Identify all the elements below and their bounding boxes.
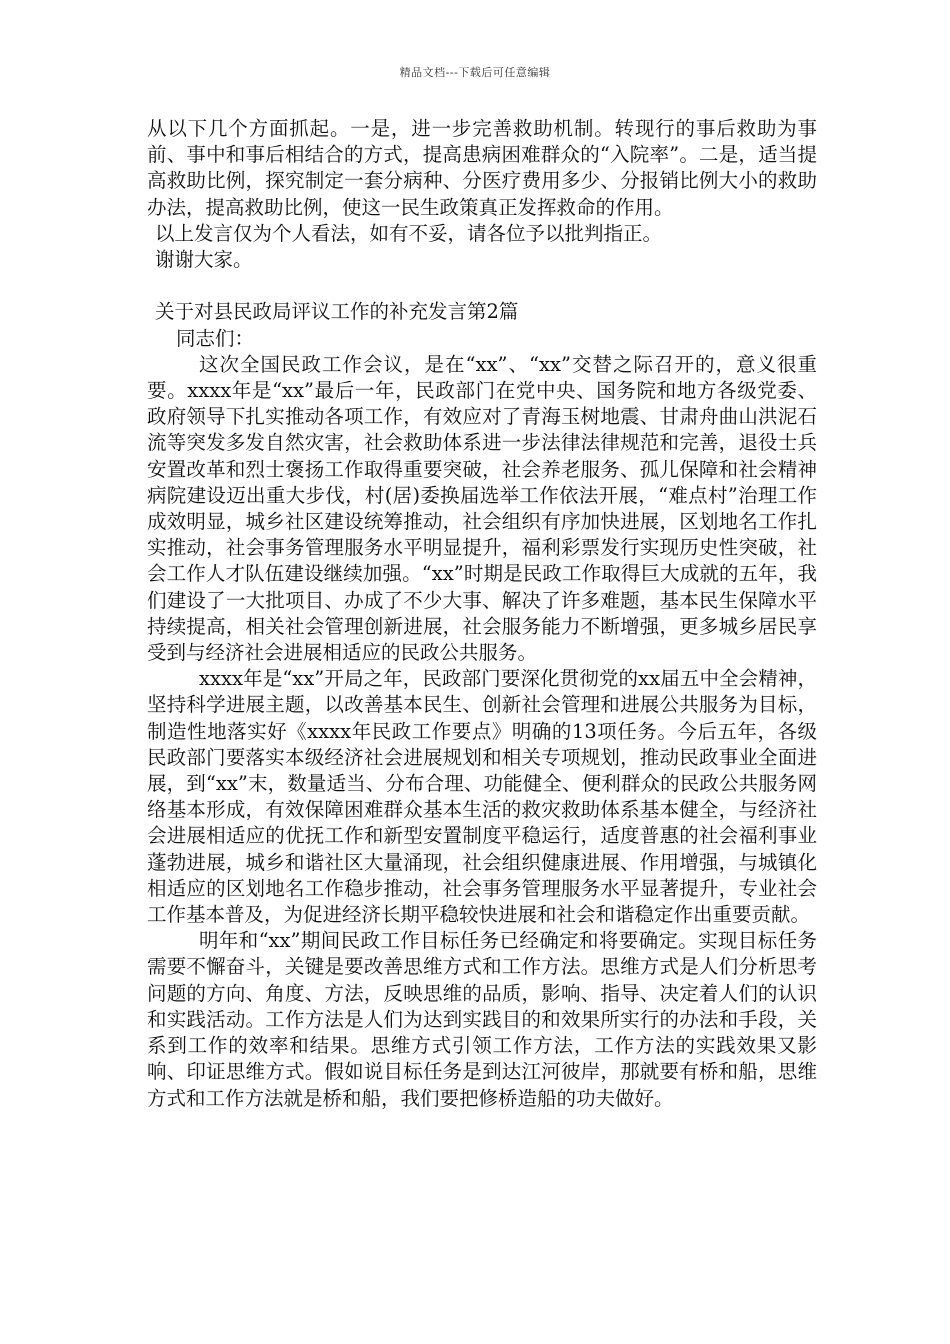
paragraph-thanks: 谢谢大家。 (155, 248, 253, 272)
document-body (147, 116, 817, 1112)
paragraph-3: 明年和“xx”期间民政工作目标任务已经确定和将要确定。实现目标任务需要不懈奋斗，关键是要改善思维方式和工作方法。思维方式是人们分析思考问题的方向、角度、方法，反映思维的品质，影响、指导、决定着人们的认识和实践活动。工作方法是人们为达到实践目的和效果所实行的办法和手段，关系到工作的效率和结果。思维方式引领工作方法，工作方法的实践效果又影响、印证思维方式。假如说目标任务是到达江河彼岸，那就要有桥和船，思维方式和工作方法就是桥和船，我们要把修桥造船的功夫做好。 (147, 929, 817, 1110)
section-title: 关于对县民政局评议工作的补充发言第2篇 (155, 300, 519, 324)
greeting: 同志们： (176, 326, 255, 350)
page-header: 精品文档---下载后可任意编辑 (399, 66, 551, 79)
paragraph-closing-remark: 以上发言仅为个人看法，如有不妥，请各位予以批判指正。 (155, 221, 663, 245)
paragraph-continued: 从以下几个方面抓起。一是，进一步完善救助机制。转现行的事后救助为事前、事中和事后相结合的方式，提高患病困难群众的“入院率”。二是，适当提高救助比例，探究制定一套分病种、分医疗费用多少、分报销比例大小的救助办法，提高救助比例，使这一民生政策真正发挥救命的作用。 (147, 117, 817, 219)
paragraph-2: xxxx年是“xx”开局之年，民政部门要深化贯彻党的xx届五中全会精神，坚持科学进展主题，以改善基本民生、创新社会管理和进展公共服务为目标，制造性地落实好《xxxx年民政工作要点》明确的13项任务。今后五年，各级民政部门要落实本级经济社会进展规划和相关专项规划，推动民政事业全面进展，到“xx”末，数量适当、分布合理、功能健全、便利群众的民政公共服务网络基本形成，有效保障困难群众基本生活的救灾救助体系基本健全，与经济社会进展相适应的优抚工作和新型安置制度平稳运行，适度普惠的社会福利事业蓬勃进展，城乡和谐社区大量涌现，社会组织健康进展、作用增强，与城镇化相适应的区划地名工作稳步推动，社会事务管理服务水平显著提升，专业社会工作基本普及，为促进经济长期平稳较快进展和社会和谐稳定作出重要贡献。 (147, 667, 817, 927)
paragraph-1: 这次全国民政工作会议，是在“xx”、“xx”交替之际召开的，意义很重要。xxxx年是“xx”最后一年，民政部门在党中央、国务院和地方各级党委、政府领导下扎实推动各项工作，有效应对了青海玉树地震、甘肃舟曲山洪泥石流等突发多发自然灾害，社会救助体系进一步法律法律规范和完善，退役士兵安置改革和烈士褒扬工作取得重要突破，社会养老服务、孤儿保障和社会精神病院建设迈出重大步伐，村(居)委换届选举工作依法开展，“难点村”治理工作成效明显，城乡社区建设统筹推动，社会组织有序加快进展，区划地名工作扎实推动，社会事务管理服务水平明显提升，福利彩票发行实现历史性突破，社会工作人才队伍建设继续加强。“xx”时期是民政工作取得巨大成就的五年，我们建设了一大批项目、办成了不少大事、解决了许多难题，基本民生保障水平持续提高，相关社会管理创新进展，社会服务能力不断增强，更多城乡居民享受到与经济社会进展相适应的民政公共服务。 (147, 352, 817, 665)
blank-line (147, 273, 817, 299)
